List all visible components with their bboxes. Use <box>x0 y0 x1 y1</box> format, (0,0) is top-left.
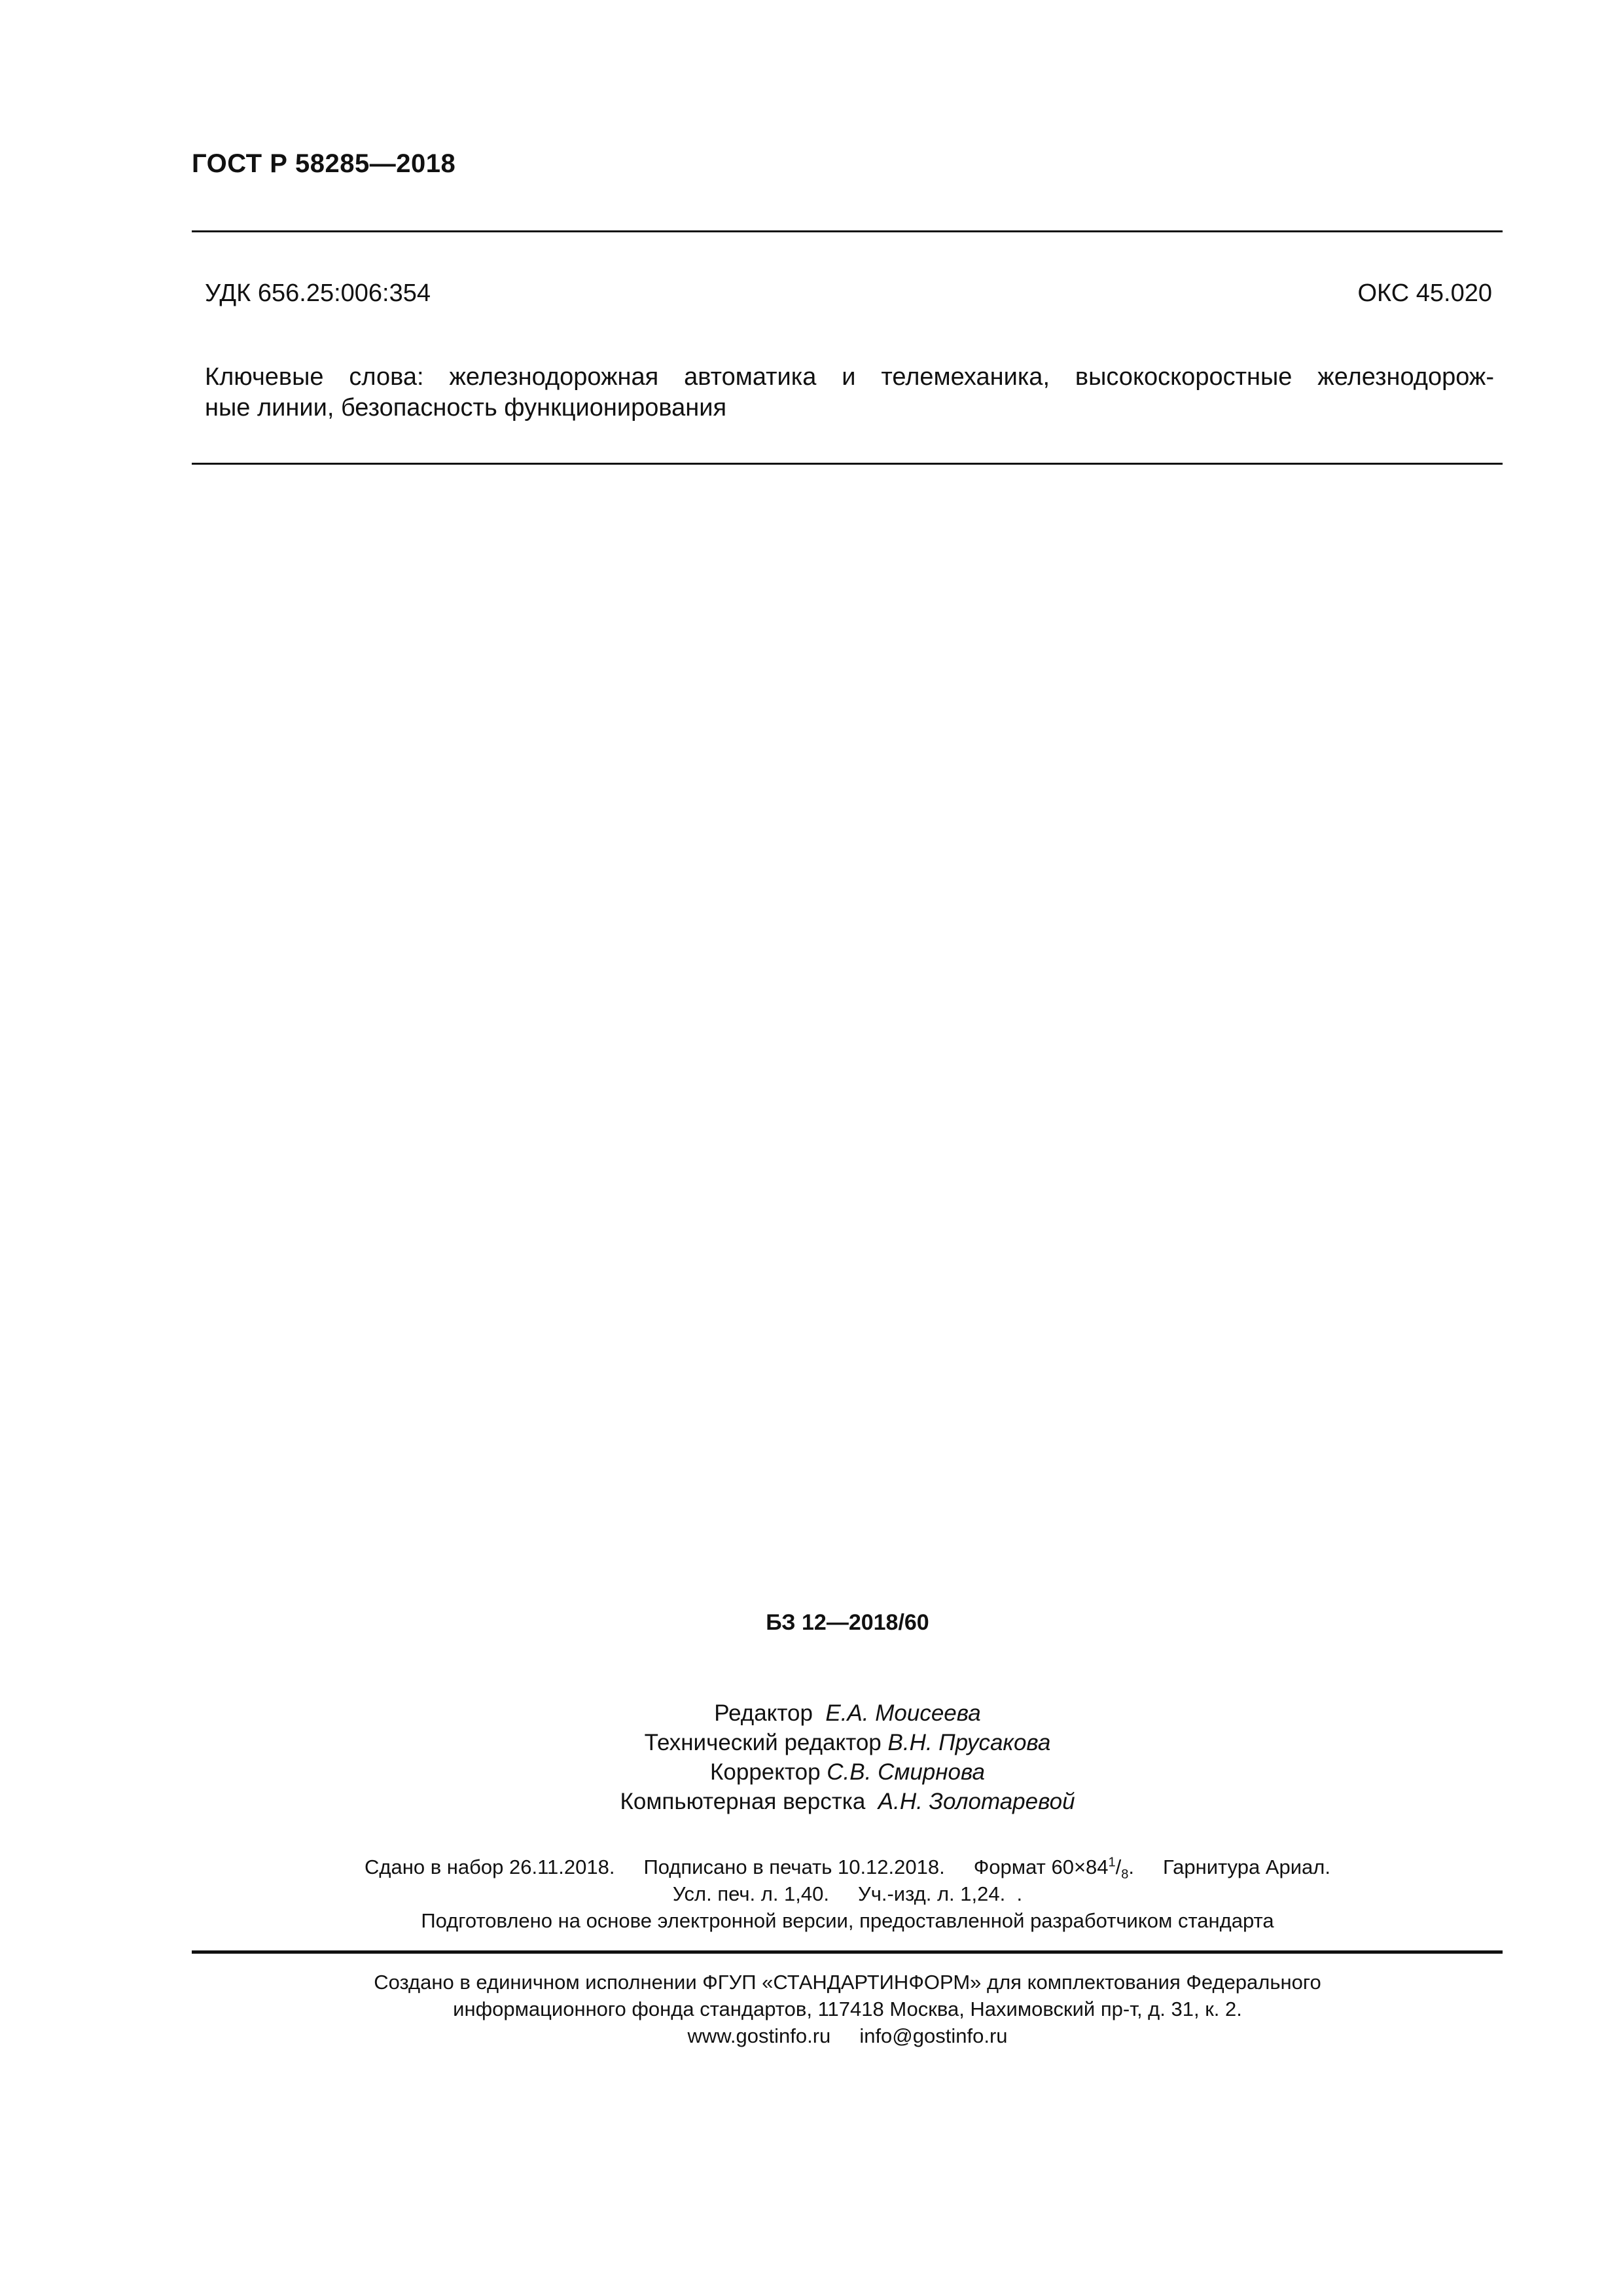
format-end: . <box>1128 1856 1135 1878</box>
publisher-footer <box>0 1969 1623 2049</box>
format-denominator: 8 <box>1121 1867 1129 1882</box>
credit-editor <box>0 1698 1623 1728</box>
imprint-signed: Подписано в печать 10.12.2018. <box>643 1856 945 1878</box>
credit-name: В.Н. Прусакова <box>887 1730 1051 1755</box>
imprint-line-2 <box>0 1880 1623 1907</box>
keywords-line-2: ные линии, безопасность функционирования <box>205 394 727 422</box>
credit-name: Е.А. Моисеева <box>825 1700 981 1726</box>
credits-block <box>0 1698 1623 1816</box>
footer-contacts <box>0 2022 1623 2049</box>
footer-divider <box>192 1950 1503 1954</box>
udk-code: УДК 656.25:006:354 <box>205 279 431 307</box>
oks-code: ОКС 45.020 <box>1357 279 1492 307</box>
footer-line-1: Создано в единичном исполнении ФГУП «СТАНДАРТИНФОРМ» для комплектования Федерального <box>374 1971 1321 1994</box>
keywords-divider <box>192 463 1503 465</box>
credit-layout <box>0 1787 1623 1816</box>
footer-website-link[interactable]: www.gostinfo.ru <box>687 2024 831 2047</box>
credit-role: Редактор <box>714 1700 813 1726</box>
credit-role: Корректор <box>710 1759 821 1785</box>
standard-id: ГОСТ Р 58285—2018 <box>192 149 456 178</box>
imprint-prepared: Подготовлено на основе электронной версии, предоставленной разработчиком стандарта <box>421 1909 1274 1932</box>
imprint-line-1 <box>0 1854 1623 1880</box>
keywords-paragraph <box>205 362 1494 423</box>
format-numerator: 1 <box>1108 1855 1116 1870</box>
imprint-typeface: Гарнитура Ариал. <box>1163 1856 1330 1878</box>
footer-email-link[interactable]: info@gostinfo.ru <box>859 2024 1008 2047</box>
credit-corrector <box>0 1757 1623 1787</box>
credit-name: С.В. Смирнова <box>827 1759 985 1785</box>
keywords-line-1: Ключевые слова: железнодорожная автоматика и телемеханика, высокоскоростные железнодорож- <box>205 363 1494 391</box>
imprint-format <box>973 1855 1135 1882</box>
credit-role: Технический редактор <box>644 1730 882 1755</box>
imprint-pub-sheets: Уч.-изд. л. 1,24. <box>858 1882 1006 1905</box>
footer-line-2: информационного фонда стандартов, 117418 Москва, Нахимовский пр-т, д. 31, к. 2. <box>453 1998 1242 2020</box>
bz-number: БЗ 12—2018/60 <box>766 1610 929 1635</box>
imprint-print-sheets: Усл. печ. л. 1,40. <box>672 1882 829 1905</box>
top-divider <box>192 230 1503 232</box>
imprint-block <box>0 1854 1623 1934</box>
imprint-submitted: Сдано в набор 26.11.2018. <box>365 1856 615 1878</box>
format-prefix: Формат 60×84 <box>973 1856 1109 1878</box>
credit-name: А.Н. Золотаревой <box>878 1789 1075 1814</box>
credit-role: Компьютерная верстка <box>620 1789 866 1814</box>
imprint-trailing-dot: . <box>1016 1882 1023 1905</box>
credit-tech-editor <box>0 1728 1623 1757</box>
format-slash: / <box>1115 1856 1122 1878</box>
